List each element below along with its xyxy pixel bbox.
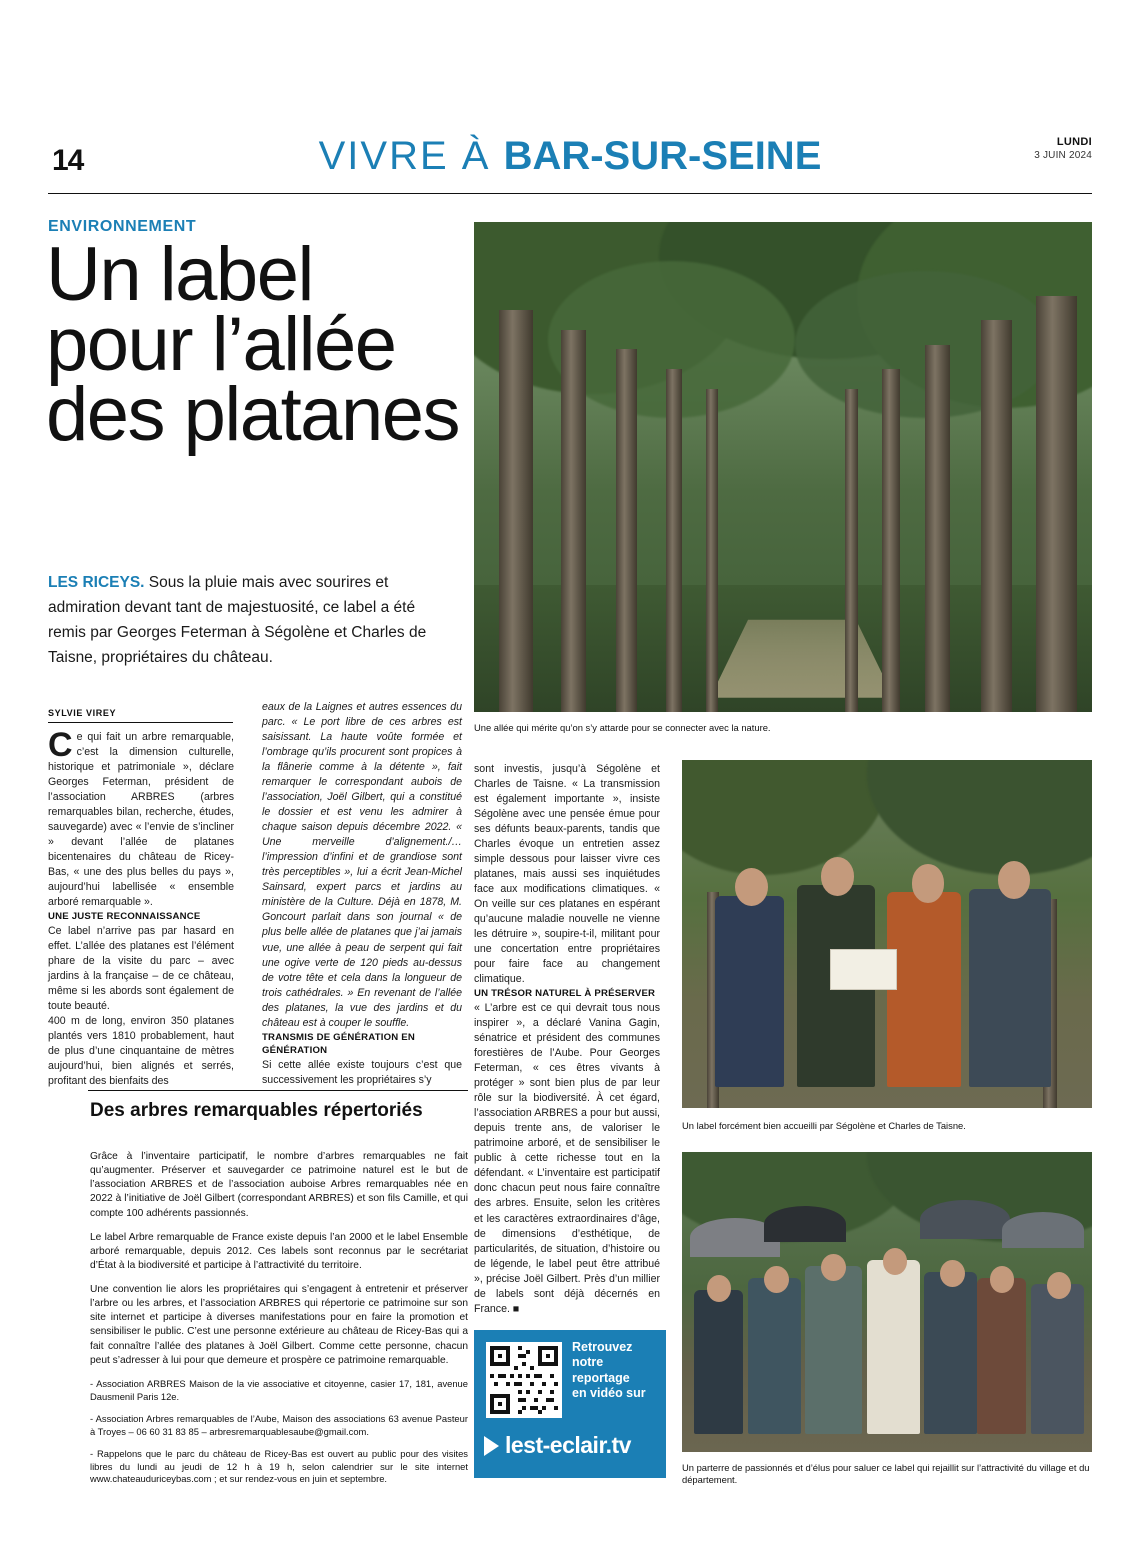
sidebar-note-3: - Rappelons que le parc du château de Ricey-Bas est ouvert au public pour des visites libres du lundi au jeudi de 12 h à 19 h, selon calendrier sur le site internet www.chateauduriceybas.com ; et sur rendez-vous en juin et septembre. <box>90 1447 468 1485</box>
sidebar-paragraph-1: Grâce à l’inventaire participatif, le nombre d’arbres remarquables ne fait qu’augmenter. Préserver et sauvegarder ce patrimoine naturel est le but de l’association ARBRES et de l’association auboise Arbres remarquables née en 2022 à l’initiative de Joël Gilbert (correspondant ARBRES) et son fils Camille, et qui compte 100 adhérents passionnés. <box>90 1151 468 1219</box>
sidebar-note-2: - Association Arbres remarquables de l’Aube, Maison des associations 63 avenue Pasteur à Troyes – 06 60 31 83 85 – arbresremarquablesaube@gmail.com. <box>90 1412 468 1437</box>
photo-caption-3: Un parterre de passionnés et d’élus pour saluer ce label qui rejaillit sur l’attractivité du village et du département. <box>682 1462 1090 1486</box>
promo-line-4: en vidéo sur <box>572 1385 646 1400</box>
header-divider <box>48 193 1092 194</box>
sidebar-body <box>90 1140 468 1495</box>
photo-tree-alley <box>474 222 1092 712</box>
col1-paragraph-3: 400 m de long, environ 350 platanes plantés vers 1810 probablement, haut de plus d’une cinquantaine de mètres aujourd’hui, bien alignés et serrés, profitant des bienfaits des <box>48 1015 234 1088</box>
col3-subhead-1: UN TRÉSOR NATUREL À PRÉSERVER <box>474 988 656 1000</box>
qr-code[interactable] <box>486 1342 562 1418</box>
promo-line-3: reportage <box>572 1370 630 1385</box>
promo-logo-text: lest-eclair.tv <box>505 1432 631 1458</box>
body-column-3 <box>474 762 660 1317</box>
sidebar-paragraph-3: Une convention lie alors les propriétaires qui s’engagent à entretenir et préserver l’arbre ou les arbres, et l’association ARBRES qui répertorie ce patrimoine sur son site internet et participe à diverses manifestations pour en faire la promotion et sensibiliser le public. C’est une personne extérieure au château de Ricey-Bas qui a fait connaître l’allée des platanes à Joël Gilbert. Comme cette personne, chacun peut s’adresser à lui pour que demeure et prospère ce patrimoine remarquable. <box>90 1284 468 1366</box>
date-block <box>1034 136 1092 162</box>
col2-subhead-1: TRANSMIS DE GÉNÉRATION EN GÉNÉRATION <box>262 1031 415 1057</box>
date-full: 3 JUIN 2024 <box>1034 149 1092 161</box>
col2-paragraph-2: Si cette allée existe toujours c’est que successivement les propriétaires s’y <box>262 1058 462 1086</box>
col1-subhead-1: UNE JUSTE RECONNAISSANCE <box>48 911 201 923</box>
article-byline: SYLVIE VIREY <box>48 708 117 718</box>
col1-p1-text: e qui fait un arbre remarquable, c’est la dimension culturelle, historique et patrimoniale », déclare Georges Feterman, président de l’association ARBRES (arbres remarquables bilan, recherche, études, sauvegarde) avec « l’envie de s’incliner » devant l’allée de platanes bicentenaires du château de Ricey-Bas, « une des plus belles du pays », aujourd’hui labellisée « ensemble arboré remarquable ». <box>48 731 234 909</box>
sidebar-title: Des arbres remarquables répertoriés <box>90 1100 423 1121</box>
dropcap: C <box>48 726 73 764</box>
photo-caption-2: Un label forcément bien accueilli par Ségolène et Charles de Taisne. <box>682 1120 966 1131</box>
masthead-title-bold: BAR-SUR-SEINE <box>503 134 822 178</box>
col3-paragraph-1: sont investis, jusqu’à Ségolène et Charles de Taisne. « La transmission est également importante », insiste Ségolène avec une pensée émue pour ses défunts beaux-parents, tandis que Charles évoque un entretien assez simple dessous pour laisser vivre ces platanes, mais aussi ses inquiétudes face aux modifications climatiques. « On veille sur ces platanes en espérant qu’aucune maladie nouvelle ne vienne les détruire », soupire-t-il, militant pour une concertation entre propriétaires pour faire face au changement climatique. <box>474 763 660 986</box>
col1-paragraph-2: Ce label n’arrive pas par hasard en effet. L’allée des platanes est l’élément phare de la visite du parc – avec jardins à la française – de ce château, même si les abords sont également de toute beauté. <box>48 924 234 1013</box>
col2-paragraph-1: eaux de la Laignes et autres essences du parc. « Le port libre de ces arbres est saisissant. La haute voûte formée et l’ombrage qu’ils procurent sont propices à la flânerie comme à la détente », fait remarquer le correspondant aubois de l’association, Joël Gilbert, qui a constitué le dossier et est venu les admirer à chaque saison depuis décembre 2022. « Une merveille d’alignement./… l’impression d’infini et de grandiose sont très perceptibles », lui a écrit Jean-Michel Sainsard, expert parcs et jardins au ministère de la Culture. Déjà en 1878, M. Goncourt parlait dans son journal « de plus belle allée de platanes que j’ai jamais vue, une allée à peau de serpent qui fait une ogive verte de 120 pieds au-dessus de votre tête et cela dans la longueur de trois cathédrales. » En revenant de l’allée des platanes, la vue des jardins et du château est à couper le souffle. <box>262 701 462 1029</box>
masthead-title-light: VIVRE À <box>318 134 504 178</box>
photo-group-umbrellas <box>682 1152 1092 1452</box>
headline-line-1: Un label <box>46 232 313 317</box>
byline-divider <box>48 722 233 723</box>
page-number: 14 <box>52 144 84 177</box>
col1-paragraph-1 <box>48 726 234 910</box>
article-standfirst <box>48 570 448 670</box>
sidebar-divider <box>88 1090 468 1091</box>
sidebar-paragraph-2: Le label Arbre remarquable de France existe depuis l’an 2000 et le label Ensemble arboré remarquable, depuis 2012. Ces labels sont reconnus par le secrétariat d’État à la biodiversité et participe à l’attractivité du territoire. <box>90 1231 468 1271</box>
photo-label-handover <box>682 760 1092 1108</box>
play-icon <box>484 1436 499 1456</box>
body-column-1 <box>48 726 234 1089</box>
photo-caption-1: Une allée qui mérite qu’on s’y attarde pour se connecter avec la nature. <box>474 722 771 733</box>
standfirst-location: LES RICEYS. <box>48 574 145 591</box>
body-column-2 <box>262 700 462 1088</box>
promo-line-2: notre <box>572 1355 604 1370</box>
article-kicker: ENVIRONNEMENT <box>48 218 197 235</box>
promo-logo <box>484 1432 631 1459</box>
headline-line-2: pour l’allée <box>46 301 396 387</box>
col3-paragraph-2: « L’arbre est ce qui devrait tous nous inspirer », a déclaré Vanina Gagin, sénatrice et président des communes forestières de l’Aube. Pour Georges Feterman, « ces êtres vivants à protéger » sont bien plus de par leur rôle sur la biodiversité. À cet égard, l’association ARBRES a pour but aussi, depuis trente ans, de valoriser le patrimoine arboré, et de sensibiliser le public à cette richesse tout en la défendant. « L’inventaire est participatif donc chacun peut nous faire connaître des arbres. Ensuite, selon les critères et les caractères extraordinaires d’âge, de dimensions d’esthétique, de particularités, de situation, d’histoire ou de légende, le label peut être attribué », précise Joël Gilbert. Près d’un millier de labels sont déjà décernés en France. ■ <box>474 1002 660 1315</box>
promo-text <box>572 1340 664 1401</box>
promo-line-1: Retrouvez <box>572 1340 633 1354</box>
sidebar-note-1: - Association ARBRES Maison de la vie associative et citoyenne, casier 17, 181, avenue Dausmenil Paris 12e. <box>90 1377 468 1402</box>
section-masthead <box>0 134 1140 179</box>
date-day: LUNDI <box>1056 136 1092 148</box>
headline-line-3: des platanes <box>46 371 459 457</box>
standfirst-text: Sous la pluie mais avec sourires et admiration devant tant de majestuosité, ce label a été remis par Georges Feterman à Ségolène et Charles de Taisne, propriétaires du château. <box>48 574 427 667</box>
